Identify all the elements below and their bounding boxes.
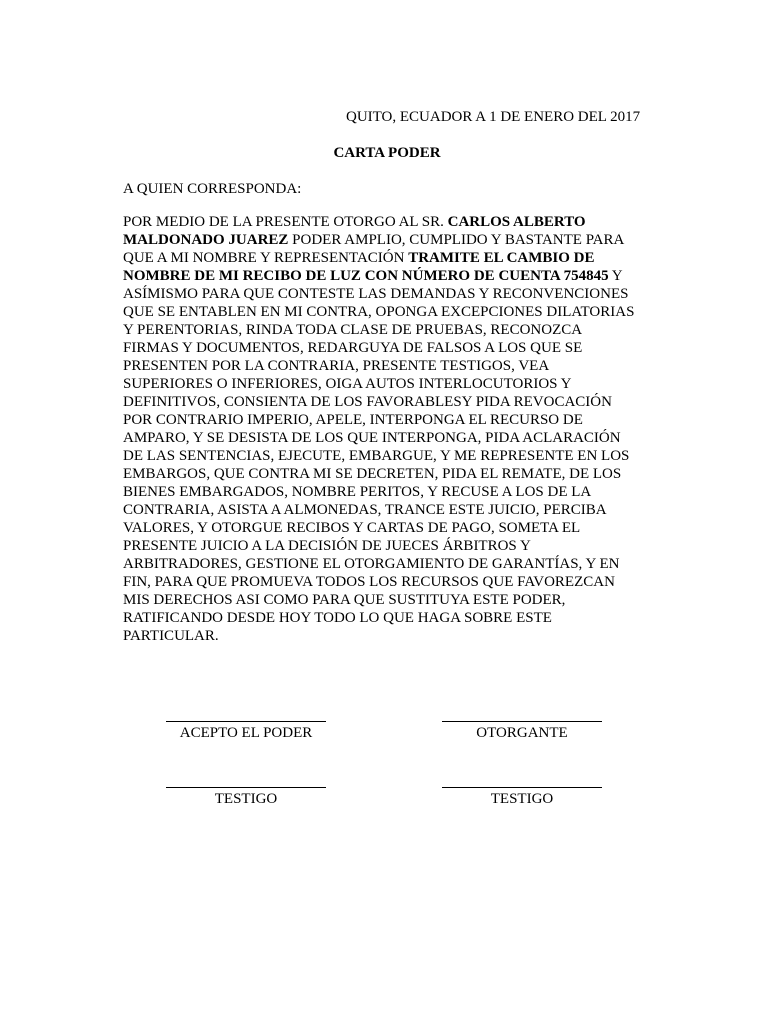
body-text-segment: PRESENTE JUICIO A LA DECISIÓN DE JUECES ÁRBITROS Y — [123, 538, 531, 554]
body-line — [123, 285, 648, 303]
body-text-segment: DEFINITIVOS, CONSIENTA DE LOS FAVORABLESY PIDA REVOCACIÓN — [123, 394, 612, 410]
body-line — [123, 555, 648, 573]
body-text-segment: ASÍMISMO PARA QUE CONTESTE LAS DEMANDAS Y RECONVENCIONES — [123, 286, 629, 302]
body-text-segment: MIS DERECHOS ASI COMO PARA QUE SUSTITUYA ESTE PODER, — [123, 592, 566, 608]
body-line — [123, 339, 648, 357]
body-text-segment: QUE SE ENTABLEN EN MI CONTRA, OPONGA EXCEPCIONES DILATORIAS — [123, 304, 635, 320]
body-line — [123, 573, 648, 591]
salutation: A QUIEN CORRESPONDA: — [123, 181, 302, 197]
body-line — [123, 591, 648, 609]
body-line — [123, 249, 648, 267]
body-text-segment: QUE A MI NOMBRE Y REPRESENTACIÓN — [123, 250, 409, 266]
body-line — [123, 483, 648, 501]
body-line — [123, 231, 648, 249]
body-line — [123, 609, 648, 627]
body-bold-text: CARLOS ALBERTO — [447, 214, 586, 230]
body-text-segment: AMPARO, Y SE DESISTA DE LOS QUE INTERPONGA, PIDA ACLARACIÓN — [123, 430, 621, 446]
signature-block-testigo-1 — [156, 777, 336, 808]
signature-line — [166, 777, 326, 788]
signature-line — [442, 777, 602, 788]
body-text-segment: VALORES, Y OTORGUE RECIBOS Y CARTAS DE PAGO, SOMETA EL — [123, 520, 581, 536]
body-text-segment: ARBITRADORES, GESTIONE EL OTORGAMIENTO DE GARANTÍAS, Y EN — [123, 556, 620, 572]
body-text-segment: RATIFICANDO DESDE HOY TODO LO QUE HAGA SOBRE ESTE — [123, 610, 552, 626]
signature-block-otorgante — [432, 711, 612, 742]
body-line — [123, 447, 648, 465]
body-line — [123, 393, 648, 411]
body-line — [123, 519, 648, 537]
body-text-segment: FIRMAS Y DOCUMENTOS, REDARGUYA DE FALSOS A LOS QUE SE — [123, 340, 583, 356]
body-line — [123, 375, 648, 393]
signature-block-acepto — [156, 711, 336, 742]
body-line — [123, 357, 648, 375]
body-text-segment: PRESENTEN POR LA CONTRARIA, PRESENTE TESTIGOS, VEA — [123, 358, 550, 374]
body-text-segment: FIN, PARA QUE PROMUEVA TODOS LOS RECURSOS QUE FAVOREZCAN — [123, 574, 615, 590]
body-line — [123, 501, 648, 519]
body-line — [123, 465, 648, 483]
body-text-segment: POR MEDIO DE LA PRESENTE OTORGO AL SR. — [123, 214, 448, 230]
body-line — [123, 411, 648, 429]
document-title: CARTA PODER — [333, 145, 441, 161]
body-text-segment: POR CONTRARIO IMPERIO, APELE, INTERPONGA EL RECURSO DE — [123, 412, 583, 428]
body-text-segment: CONTRARIA, ASISTA A ALMONEDAS, TRANCE ESTE JUICIO, PERCIBA — [123, 502, 607, 518]
signature-line — [166, 711, 326, 722]
body-text-segment: SUPERIORES O INFERIORES, OIGA AUTOS INTERLOCUTORIOS Y — [123, 376, 572, 392]
body-line — [123, 267, 648, 285]
signature-label-acepto: ACEPTO EL PODER — [179, 725, 313, 741]
body-bold-text: MALDONADO JUAREZ — [123, 232, 289, 248]
signature-label-testigo-1: TESTIGO — [214, 791, 278, 807]
body-text-segment: Y PERENTORIAS, RINDA TODA CLASE DE PRUEBAS, RECONOZCA — [123, 322, 583, 338]
body-text-segment: PARTICULAR. — [123, 628, 219, 644]
body-text-segment: EMBARGOS, QUE CONTRA MI SE DECRETEN, PIDA EL REMATE, DE LOS — [123, 466, 622, 482]
signature-label-otorgante: OTORGANTE — [476, 725, 568, 741]
body-line — [123, 303, 648, 321]
body-text-segment: PODER AMPLIO, CUMPLIDO Y BASTANTE PARA — [288, 232, 625, 248]
body-text-segment: BIENES EMBARGADOS, NOMBRE PERITOS, Y RECUSE A LOS DE LA — [123, 484, 592, 500]
signature-block-testigo-2 — [432, 777, 612, 808]
body-line — [123, 321, 648, 339]
body-line — [123, 213, 648, 231]
body-text-segment: Y — [608, 268, 623, 284]
body-paragraph — [123, 213, 648, 645]
body-bold-text: TRAMITE EL CAMBIO DE — [408, 250, 595, 266]
date-line: QUITO, ECUADOR A 1 DE ENERO DEL 2017 — [346, 109, 641, 125]
body-line — [123, 537, 648, 555]
body-line — [123, 429, 648, 447]
body-line — [123, 627, 648, 645]
signature-label-testigo-2: TESTIGO — [490, 791, 554, 807]
body-bold-text: NOMBRE DE MI RECIBO DE LUZ CON NÚMERO DE CUENTA 754845 — [123, 268, 609, 284]
body-text-segment: DE LAS SENTENCIAS, EJECUTE, EMBARGUE, Y ME REPRESENTE EN LOS — [123, 448, 630, 464]
signature-line — [442, 711, 602, 722]
